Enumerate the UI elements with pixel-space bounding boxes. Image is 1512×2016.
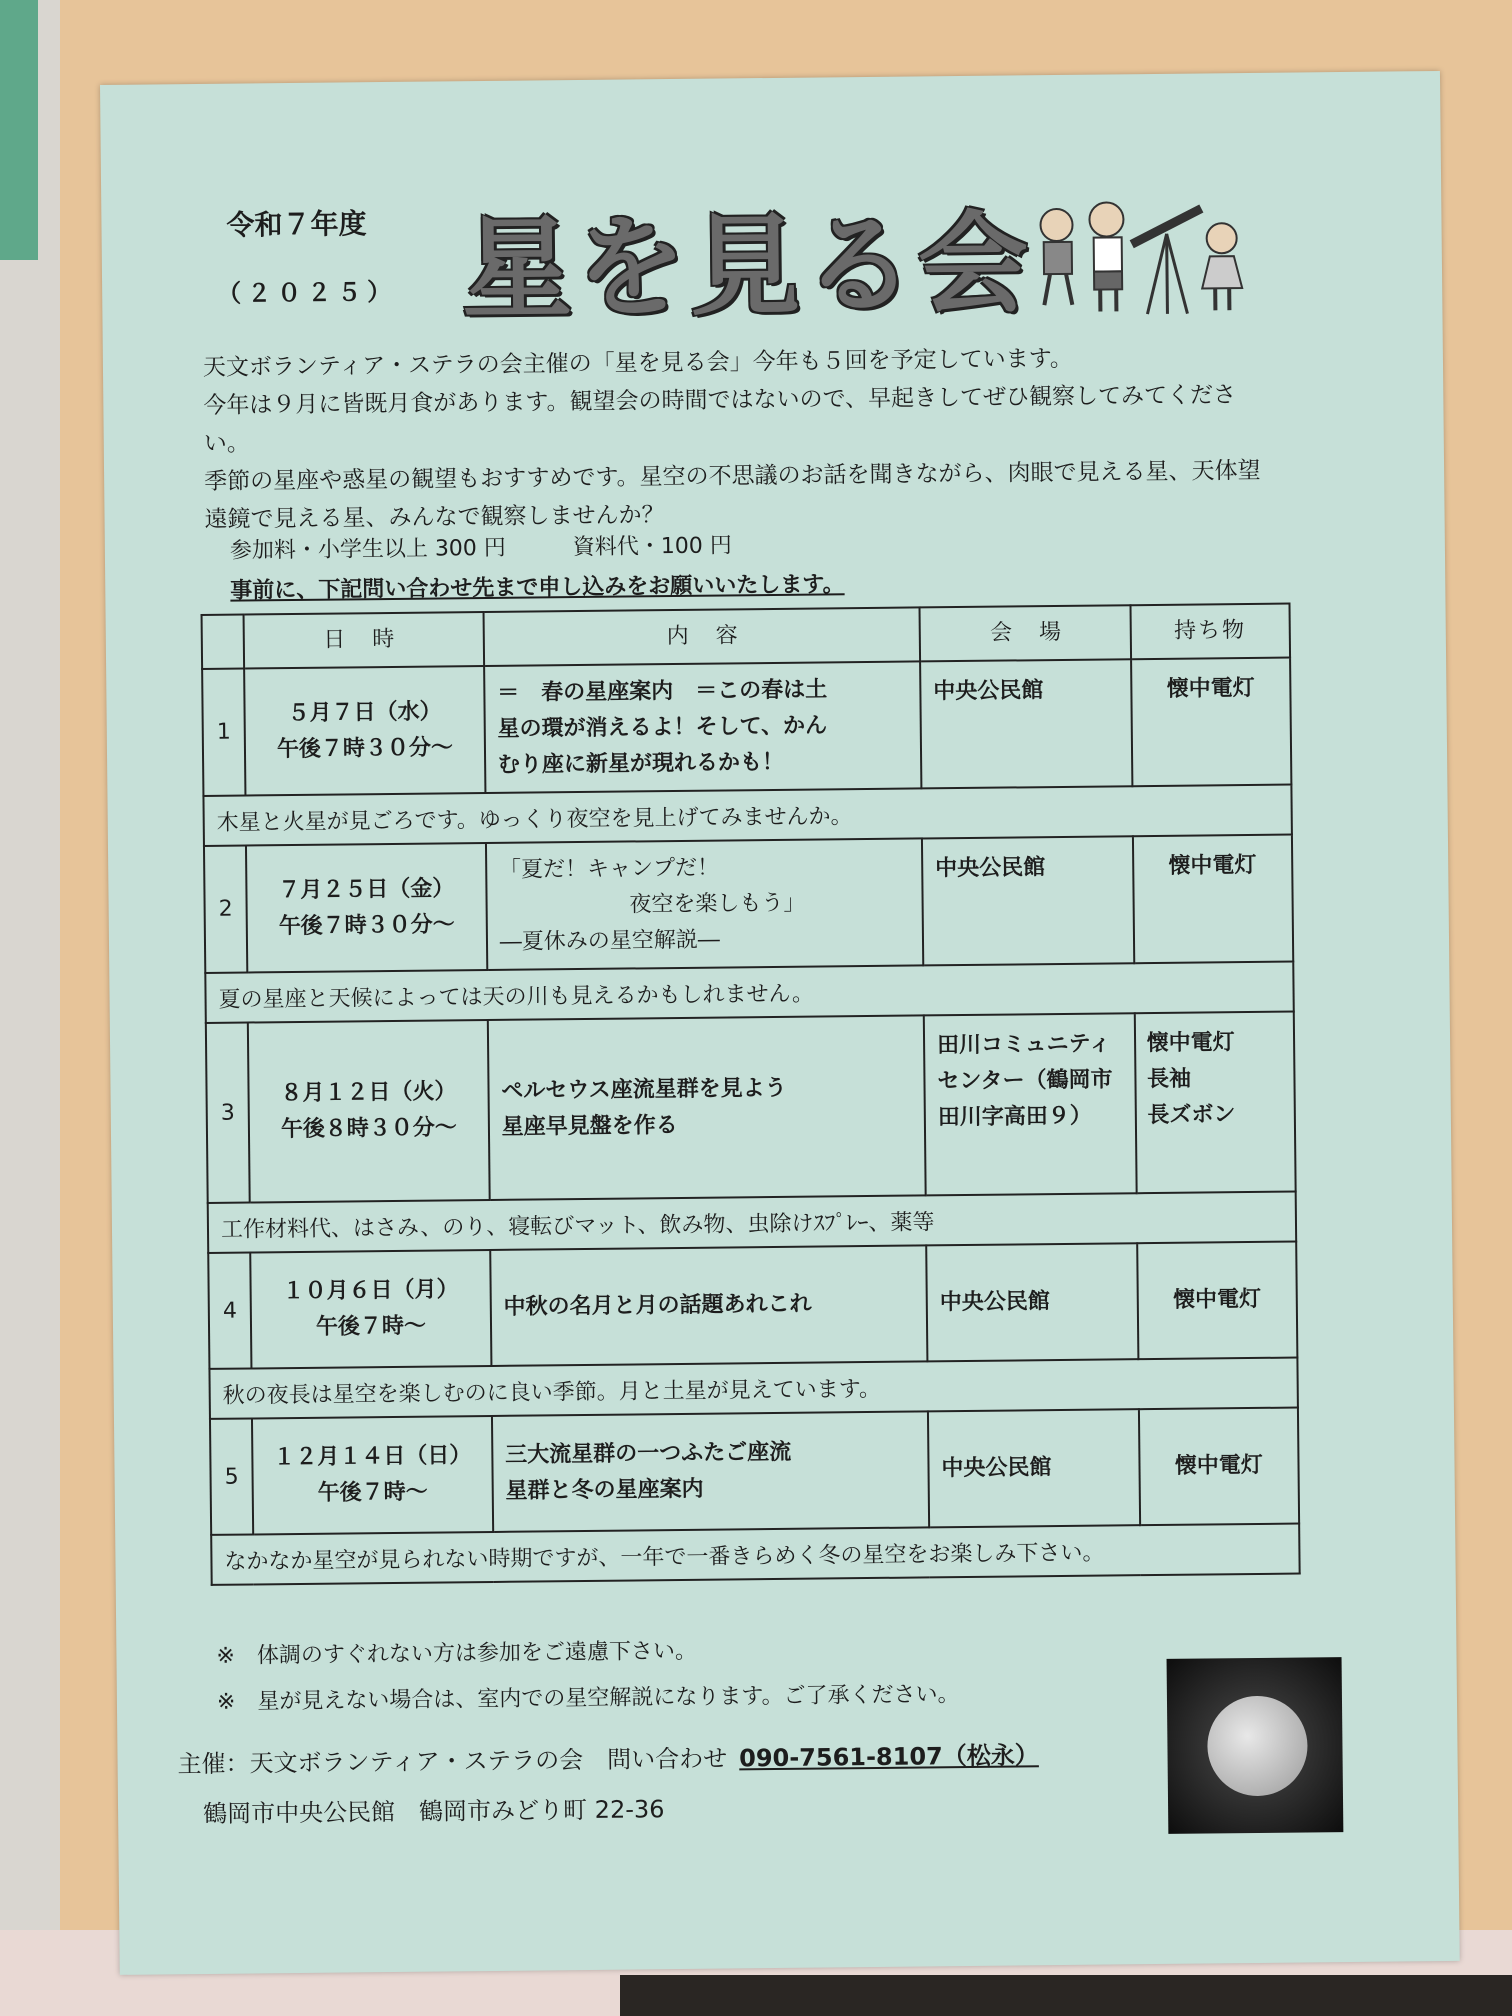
event-content <box>484 661 921 793</box>
event-content <box>492 1411 929 1532</box>
content-line: 星群と冬の星座案内 <box>505 1476 704 1504</box>
intro-text <box>203 338 1265 539</box>
event-datetime <box>244 666 485 796</box>
era-label: 令和７年度 <box>226 207 367 242</box>
content-line: むり座に新星が現れるかも！ <box>497 749 785 778</box>
event-note: 木星と火星が見ごろです。ゆっくり夜空を見上げてみませんか。 <box>203 785 1291 846</box>
organizer-label: 主催：天文ボランティア・ステラの会 問い合わせ <box>177 1744 728 1779</box>
year-label: （２０２５） <box>217 277 398 308</box>
header-venue: 会 場 <box>919 605 1130 661</box>
event-date: ８月１２日（火） <box>280 1079 457 1107</box>
event-number: 3 <box>206 1023 250 1203</box>
background-left-strip <box>0 0 60 2016</box>
event-number: 5 <box>210 1418 253 1534</box>
background-green-folder <box>0 0 38 260</box>
content-line: ペルセウス座流星群を見よう <box>501 1075 787 1104</box>
event-number: 2 <box>204 846 247 973</box>
caution-note: ※ 体調のすぐれない方は参加をご遠慮下さい。 <box>216 1638 698 1669</box>
flyer-sheet <box>100 71 1460 1975</box>
table-row <box>204 835 1293 973</box>
header-bring: 持ち物 <box>1130 604 1290 660</box>
event-date: ５月７日（水） <box>287 698 442 726</box>
bring-item: 長袖 <box>1146 1066 1192 1093</box>
table-row <box>202 658 1291 796</box>
moon-photo <box>1167 1657 1344 1834</box>
content-line: 星の環が消えるよ！そして、かん <box>497 712 828 742</box>
schedule-table <box>201 603 1301 1586</box>
intro-paragraph-2: 今年は９月に皆既月食があります。観望会の時間ではないので、早起きしてぜひ観察してみてください。 <box>203 382 1237 457</box>
event-venue: 田川コミュニティセンター（鶴岡市田川字高田９） <box>924 1013 1136 1195</box>
event-time: 午後７時～ <box>315 1313 427 1340</box>
intro-paragraph-1: 天文ボランティア・ステラの会主催の「星を見る会」今年も５回を予定しています。 <box>202 345 1073 381</box>
content-line: 三大流星群の一つふたご座流 <box>505 1439 792 1468</box>
event-date: １０月６日（月） <box>282 1277 459 1305</box>
bring-item: 懐中電灯 <box>1146 1030 1235 1057</box>
intro-paragraph-3: 季節の星座や惑星の観望もおすすめです。星空の不思議のお話を聞きながら、肉眼で見える星、天体望遠鏡で見える星、みんなで観察しませんか？ <box>204 457 1261 533</box>
materials-fee: 資料代・100 円 <box>572 533 732 561</box>
event-venue: 中央公民館 <box>928 1409 1140 1527</box>
event-time: 午後８時３０分～ <box>280 1115 458 1143</box>
table-row <box>208 1242 1297 1369</box>
event-bring: 懐中電灯 <box>1138 1408 1299 1526</box>
event-number: 1 <box>202 669 245 796</box>
header-content: 内 容 <box>483 607 920 666</box>
event-bring: 懐中電灯 <box>1131 658 1292 787</box>
caution-note: ※ 星が見えない場合は、室内での星空解説になります。ご了承ください。 <box>216 1682 960 1715</box>
table-row <box>210 1408 1299 1535</box>
moon-icon <box>1207 1695 1308 1796</box>
event-time: 午後７時３０分～ <box>278 911 455 939</box>
content-line: 「夏だ！キャンプだ！ <box>498 855 720 883</box>
content-line: 星座早見盤を作る <box>501 1113 678 1140</box>
event-note: なかなか星空が見られない時期ですが、一年で一番きらめく冬の星空をお楽しみ下さい。 <box>211 1524 1299 1585</box>
event-datetime <box>250 1250 491 1369</box>
content-line: ＝ 春の星座案内 ＝この春は土 <box>497 676 828 706</box>
event-note: 夏の星座と天候によっては天の川も見えるかもしれません。 <box>205 962 1293 1023</box>
address-line: 鶴岡市中央公民館 鶴岡市みどり町 22-36 <box>202 1795 665 1829</box>
event-datetime <box>252 1416 493 1535</box>
content-line: 中秋の名月と月の話題あれこれ <box>503 1291 812 1320</box>
event-time: 午後７時３０分～ <box>276 734 454 762</box>
event-bring <box>1134 1012 1295 1194</box>
event-note: 秋の夜長は星空を楽しむのに良い季節。月と土星が見えています。 <box>209 1358 1297 1419</box>
content-line: 夜空を楽しもう」 <box>629 890 806 918</box>
event-content <box>490 1245 927 1366</box>
event-venue: 中央公民館 <box>922 836 1134 965</box>
event-venue: 中央公民館 <box>920 659 1132 788</box>
event-content <box>486 838 923 970</box>
event-bring: 懐中電灯 <box>1137 1242 1298 1360</box>
content-line: ―夏休みの星空解説― <box>499 927 720 955</box>
background-dark-edge <box>620 1975 1512 2016</box>
children-telescope-illustration <box>1021 188 1252 320</box>
event-time: 午後７時～ <box>317 1479 428 1506</box>
event-number: 4 <box>208 1252 251 1368</box>
event-date: ７月２５日（金） <box>278 875 455 903</box>
caution-notes <box>216 1626 960 1726</box>
table-row <box>206 1012 1296 1203</box>
event-venue: 中央公民館 <box>926 1243 1138 1361</box>
page-title: 星を見る会 <box>461 199 1033 334</box>
apply-note: 事前に、下記問い合わせ先まで申し込みをお願いいたします。 <box>230 572 845 604</box>
event-datetime <box>246 843 487 973</box>
bring-item: 長ズボン <box>1147 1102 1236 1129</box>
header-num <box>202 615 245 669</box>
fees-line <box>230 528 792 565</box>
participation-fee: 参加料・小学生以上 300 円 <box>229 535 506 564</box>
contact-phone: 090-7561-8107（松永） <box>739 1741 1039 1773</box>
table-note-row <box>211 1524 1299 1585</box>
event-date: １２月１４日（日） <box>273 1443 472 1471</box>
organizer-line <box>177 1735 1039 1779</box>
event-bring: 懐中電灯 <box>1132 835 1293 964</box>
event-content <box>488 1015 926 1200</box>
event-datetime <box>248 1020 490 1202</box>
event-note: 工作材料代、はさみ、のり、寝転びマット、飲み物、虫除けｽﾌﾟﾚｰ、薬等 <box>208 1192 1296 1253</box>
header-date: 日 時 <box>244 612 484 669</box>
